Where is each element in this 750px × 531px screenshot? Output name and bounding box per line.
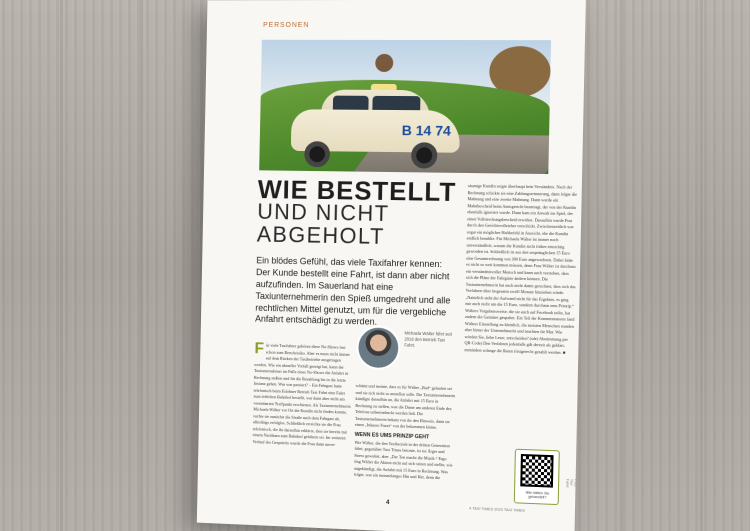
lead-paragraph: Ein blödes Gefühl, das viele Taxifahrer kennen: Der Kunde bestellt eine Fahrt, ist dann aber nicht aufzufinden. Im Sauerland hat eine Taxiunternehmerin den Spieß umgedreht und alle rechtlichen Mittel genutzt, um für die vergebliche Anfahrt entschädigt zu werden. xyxy=(255,255,451,328)
taxi-car xyxy=(290,87,460,168)
drop-cap: F xyxy=(254,340,265,358)
article-column-left xyxy=(253,342,353,448)
magazine-page xyxy=(197,0,586,531)
headline-line-3: ABGEHOLT xyxy=(256,221,386,250)
page-number: 4 xyxy=(385,499,390,507)
taxi-photo xyxy=(259,40,551,174)
author-portrait xyxy=(356,325,401,370)
qr-code-box xyxy=(514,449,560,505)
subheading: WENN ES UMS PRINZIP GEHT xyxy=(354,431,430,441)
car-number: B 14 74 xyxy=(401,122,452,139)
page-footer: 4 TAXI TIMES 2023 TAXI TIMES xyxy=(469,506,525,513)
photo-credit: Foto: Taxi Fahrt xyxy=(565,478,578,488)
portrait-caption: Michaela Wälter führt seit 2016 den Betrieb Taxi Fahrt. xyxy=(404,330,452,348)
column-left-text: ür viele Taxifahrer gehören diese No-Shows fast schon zum Berufsrisiko. Aber es muss nicht immer auf dem Rücken der Taxibetriebe ausgetragen werden. Wie ein aktueller Vorfall gezeigt hat, kann der Taxiunternehmer im Falle eines No-Shows die Anfahrt in Rechnung stellen und für die Bezahlung bis in die letzte Instanz gehen. Was war passiert? – Ein Fahrgast hatte telefonisch beim Eslohner Betrieb Taxi Fahrt eine Fahrt zum örtlichen Bahnhof bestellt, war dann aber nicht am vereinbarten Treffpunkt erschienen. Als Taxiunternehmerin Michaela Wälter vor Ort die Kundin nicht finden konnte, suchte sie zunächst die Straße nach dem Fahrgast ab, allerdings erfolglos. Schließlich erreichte sie die Frau telefonisch, die ihr daraufhin erklärte, dass sie bereits mit einem Nachbarn zum Bahnhof gefahren sei. Im weiteren Verlauf des Gesprächs wurde die Frau dann unver- xyxy=(252,342,351,447)
column-mid-text-2: Wie Wälter, die den Taxibetrieb in der dritten Generation führt, gegenüber Taxi Times betonte, ist sie Ärger und Stress gewohnt, aber „Der Ton macht die Musik.“ Ergo fing Wälter die Aktion nicht auf sich sitzen und stellte, wie angekündigt, die Anfahrt mit 15 Euro in Rechnung. Was folgte, war ein monatelanges Hin und Her, denn die xyxy=(353,439,453,481)
qr-caption: Wie hätten Sie gehandelt? xyxy=(525,490,550,500)
article-column-right: säumige Kundin zeigte überhaupt kein Verständnis. Nach der Rechnung schickte sie eine Zahlungserinnerung, dann folgte die Mahnung und eine zweite Mahnung. Dann wurde ein Mahnbescheid beim Amtsgericht beantragt, der von der Kundin ebenfalls ignoriert wurde. Dann kam ein Anwalt ins Spiel, der einen Vollstreckungsbescheid erwirkte. Daraufhin wurde Post durch den Gerichtsvollzieher verschickt. Zwischenzeitlich war sogar ein möglicher Haftbefehl in Aussicht, ehe die Kundin endlich bezahlte. Für Michaela Wälter ist immer noch unverständlich, warum die Kundin nicht früher einsichtig geworden ist. Schließlich ist aus den ursprünglichen 15 Euro eine Gesamtrechnung von 300 Euro angewachsen. Dabei hätte es nicht so weit kommen müssen, denn Frau Wälter ist durchaus ein verständnisvoller Mensch und kann auch verstehen, dass sich die Pläne der Fahrgäste ändern können. Die Taxiunternehmerin hat auch nicht damit gerechnet, dass sich das Verfahren über insgesamt zwölf Monate hinziehen würde. „Natürlich steht der Aufwand nicht für das Ergebnis, es ging mir auch nicht um die 15 Euro, sondern durchaus ums Prinzip.“ Wälters Vorgehensweise, die sie auch auf Facebook teilte, hat zudem die Gemüter gespaltet. Ein Teil der Kommentatoren fand Wälters Einstellung zu kleinlich, die meisten Menschen standen aber hinter der Unternehmerin und machten ihr Mut. Wie würden Sie, liebe Leser, entscheiden? (sde) Abstimmung per QR-Code) Den Verfahren jedenfalls gilt derzeit als geklärt, zumindest solange die Raten fristgerecht gezahlt werden. ■ xyxy=(464,183,578,355)
column-mid-text: schämt und meinte, dass es für Wälter „Bad“ gelaufen sei und sie sich nicht so anstellen solle. Die Taxiunternehmerin kündigte daraufhin an, die Anfahrt mit 15 Euro in Rechnung zu stellen, was die Dame am anderen Ende des Telefons unbeeindruckt werden ließ. Die Taxiunternehmerin bekam von ihr den Hinweis, dann sie einen „Inkasso Fuzzi“ von der bekommen könne. xyxy=(354,383,456,430)
qr-code-icon xyxy=(520,454,553,488)
headline-light xyxy=(257,200,390,248)
section-tag: PERSONEN xyxy=(263,21,310,29)
headline-line-2: UND NICHT xyxy=(257,198,390,227)
article-column-middle xyxy=(354,383,456,482)
headline-bold: WIE BESTELLT xyxy=(257,174,457,208)
